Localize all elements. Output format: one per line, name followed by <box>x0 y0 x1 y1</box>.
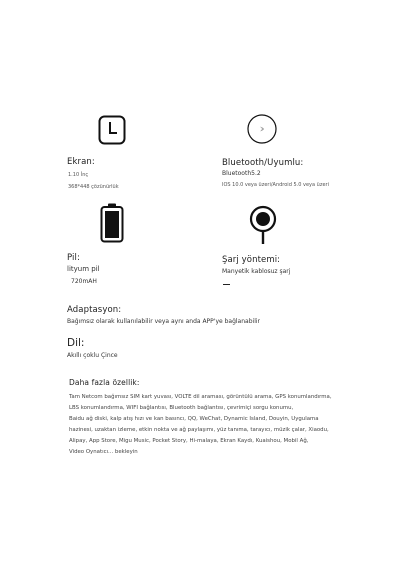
divider <box>223 284 230 285</box>
features-line: Video Oynatıcı... bekleyin <box>69 449 138 455</box>
screen-size: 1.10 İnç <box>68 172 89 178</box>
magnetic-charger-icon <box>249 205 277 245</box>
bluetooth-version: Bluetooth5.2 <box>222 170 261 177</box>
features-line: Alipay, App Store, Migu Music, Pocket Story, Hi-malaya, Ekran Kaydı, Kuaishou, Mobil Ağ, <box>69 438 309 444</box>
features-title: Daha fazla özellik: <box>69 378 140 387</box>
screen-title: Ekran: <box>67 157 95 167</box>
adaptation-title: Adaptasyon: <box>67 305 122 315</box>
features-line: hazinesi, uzaktan izleme, etkin nokta ve ağ paylaşımı, yüz tanıma, tarayıcı, müzik çalar, Xiaodu, <box>69 427 329 433</box>
battery-capacity: 720mAH <box>71 278 97 285</box>
battery-type: lityum pil <box>67 265 100 273</box>
charging-title: Şarj yöntemi: <box>222 255 281 265</box>
language-text: Akıllı çoklu Çince <box>67 352 118 359</box>
adaptation-text: Bağımsız olarak kullanılabilir veya aynı anda APP'ye bağlanabilir <box>67 318 260 325</box>
charging-method: Manyetik kablosuz şarj <box>222 268 291 275</box>
bluetooth-title: Bluetooth/Uyumlu: <box>222 158 304 168</box>
features-line: Tam Netcom bağımsız SIM kart yuvası, VOLTE dil araması, görüntülü arama, GPS konumlandırma, <box>69 394 332 400</box>
features-list <box>69 392 337 458</box>
bluetooth-circle-icon <box>246 113 278 145</box>
features-line: Baidu ağ diski, kalp atış hızı ve kan basıncı, QQ, WeChat, Dynamic Island, Douyin, Uygulama <box>69 416 319 422</box>
features-line: LBS konumlandırma, WIFI bağlantısı, Bluetooth bağlantısı, çevrimiçi sorgu konumu, <box>69 405 294 411</box>
screen-resolution: 368*448 çözünürlük <box>68 184 119 190</box>
battery-title: Pil: <box>67 253 80 263</box>
watch-face-icon <box>98 115 126 145</box>
bluetooth-compat: IOS 10.0 veya üzeri/Android 5.0 veya üzeri <box>222 182 329 188</box>
language-title: Dil: <box>67 337 85 349</box>
battery-icon <box>100 203 124 243</box>
